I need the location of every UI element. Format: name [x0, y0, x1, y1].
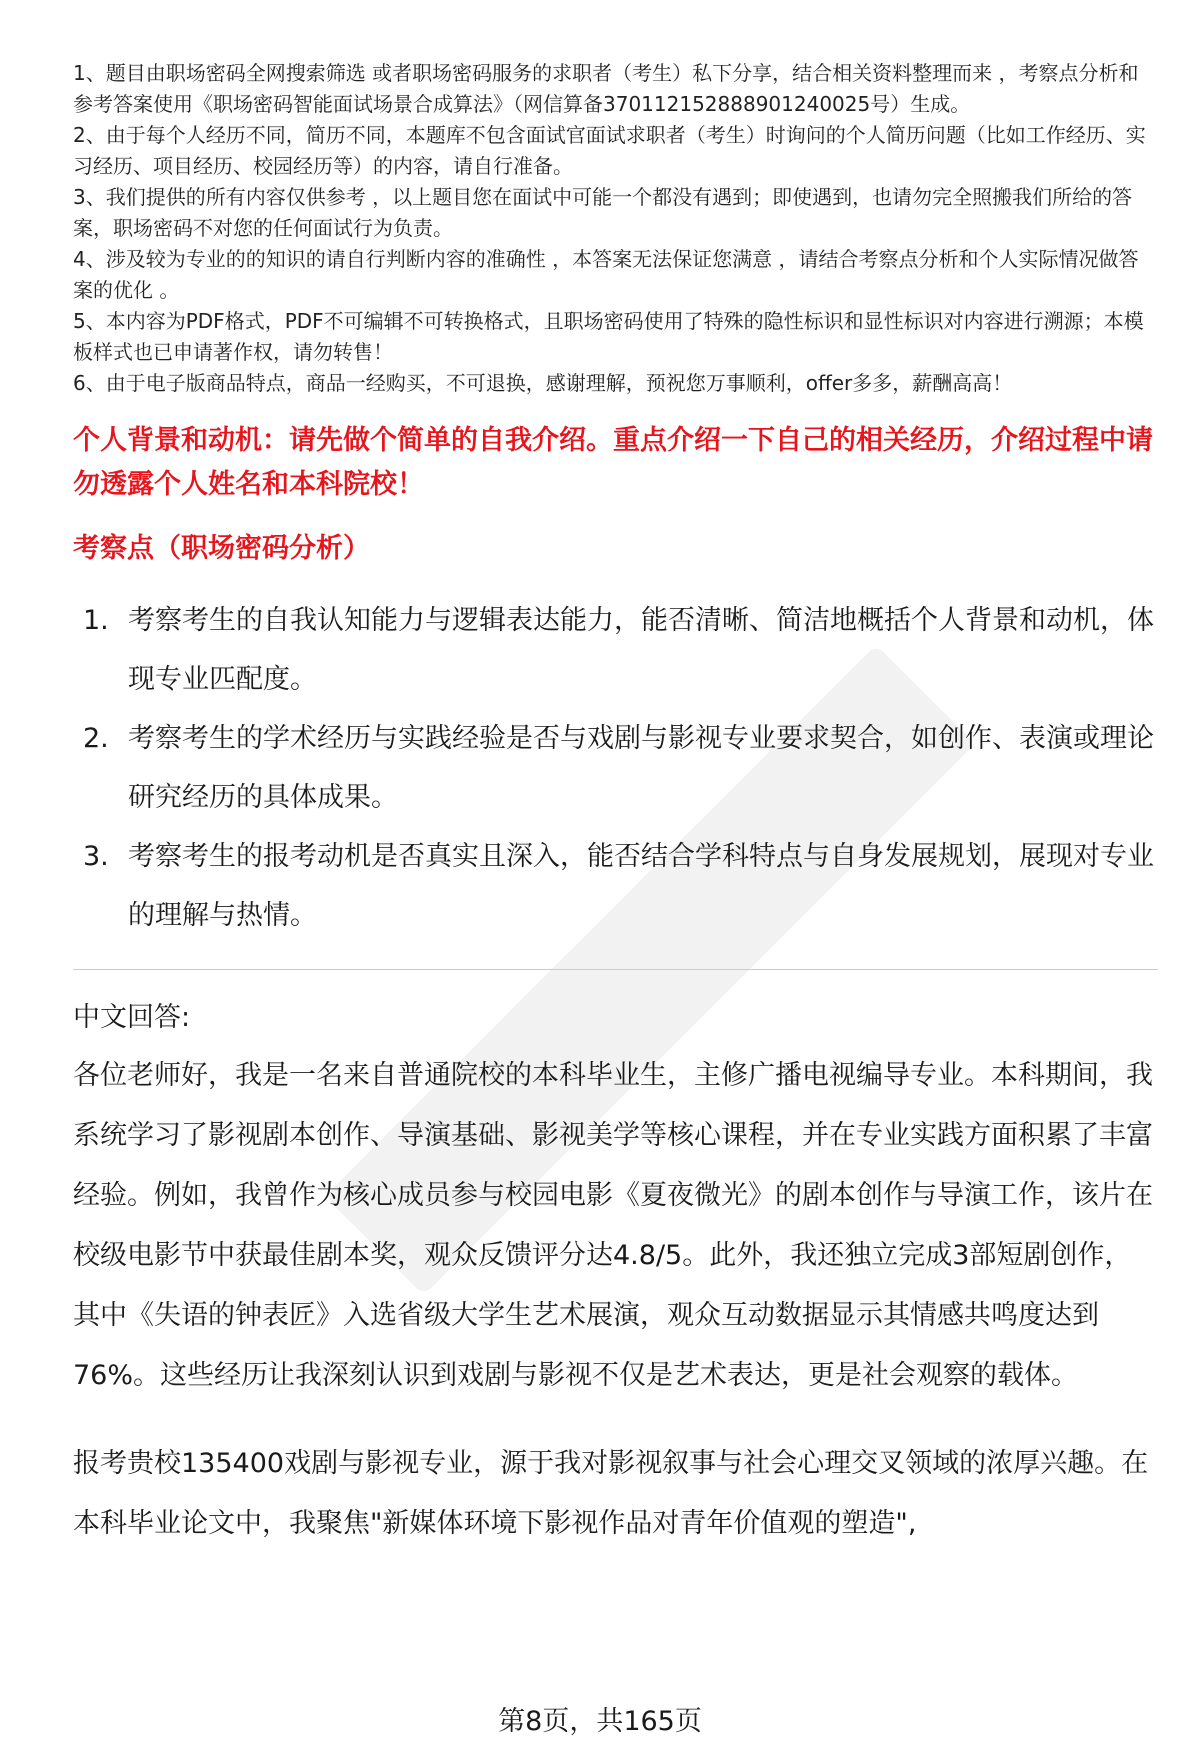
notice-block: [73, 58, 1158, 399]
divider: [73, 969, 1158, 970]
notice-item: 5、本内容为PDF格式，PDF不可编辑不可转换格式，且职场密码使用了特殊的隐性标识和显性标识对内容进行溯源；本模板样式也已申请著作权，请勿转售！: [73, 309, 1144, 364]
list-item: [73, 827, 1158, 945]
list-text: 考察考生的报考动机是否真实且深入，能否结合学科特点与自身发展规划，展现对专业的理解与热情。: [128, 841, 1154, 931]
notice-item: 2、由于每个人经历不同，简历不同，本题库不包含面试官面试求职者（考生）时询问的个人简历问题（比如工作经历、实习经历、项目经历、校园经历等）的内容，请自行准备。: [73, 123, 1146, 178]
list-number: 1.: [83, 605, 109, 636]
notice-item: 6、由于电子版商品特点，商品一经购买，不可退换，感谢理解，预祝您万事顺利，offer多多，薪酬高高！: [73, 371, 1013, 395]
analysis-title: 考察点（职场密码分析）: [73, 533, 370, 564]
list-text: 考察考生的自我认知能力与逻辑表达能力，能否清晰、简洁地概括个人背景和动机，体现专业匹配度。: [128, 605, 1154, 695]
notice-item: 1、题目由职场密码全网搜索筛选 或者职场密码服务的求职者（考生）私下分享，结合相关资料整理而来 ，考察点分析和参考答案使用《职场密码智能面试场景合成算法》（网信算备370112152888901240025号）生成。: [73, 61, 1139, 116]
page-number: 第8页，共165页: [498, 1706, 702, 1737]
notice-item: 4、涉及较为专业的的知识的请自行判断内容的准确性 ，本答案无法保证您满意 ，请结合考察点分析和个人实际情况做答案的优化 。: [73, 247, 1139, 302]
list-item: [73, 591, 1158, 709]
list-item: [73, 709, 1158, 827]
analysis-points: [73, 591, 1158, 945]
page-content: [73, 58, 1158, 1554]
answer-paragraph: 各位老师好，我是一名来自普通院校的本科毕业生，主修广播电视编导专业。本科期间，我系统学习了影视剧本创作、导演基础、影视美学等核心课程，并在专业实践方面积累了丰富经验。例如，我曾作为核心成员参与校园电影《夏夜微光》的剧本创作与导演工作，该片在校级电影节中获最佳剧本奖，观众反馈评分达4.8/5。此外，我还独立完成3部短剧创作，其中《失语的钟表匠》入选省级大学生艺术展演，观众互动数据显示其情感共鸣度达到76%。这些经历让我深刻认识到戏剧与影视不仅是艺术表达，更是社会观察的载体。: [73, 1060, 1153, 1391]
answer-paragraph: 报考贵校135400戏剧与影视专业，源于我对影视叙事与社会心理交叉领域的浓厚兴趣。在本科毕业论文中，我聚焦"新媒体环境下影视作品对青年价值观的塑造",: [73, 1448, 1149, 1539]
question-title: 个人背景和动机：请先做个简单的自我介绍。重点介绍一下自己的相关经历，介绍过程中请勿透露个人姓名和本科院校！: [73, 425, 1153, 500]
list-text: 考察考生的学术经历与实践经验是否与戏剧与影视专业要求契合，如创作、表演或理论研究经历的具体成果。: [128, 723, 1154, 813]
answer-label: 中文回答:: [73, 1002, 191, 1033]
list-number: 3.: [83, 841, 109, 872]
notice-item: 3、我们提供的所有内容仅供参考 ，以上题目您在面试中可能一个都没有遇到；即使遇到，也请勿完全照搬我们所给的答案，职场密码不对您的任何面试行为负责。: [73, 185, 1133, 240]
list-number: 2.: [83, 723, 109, 754]
